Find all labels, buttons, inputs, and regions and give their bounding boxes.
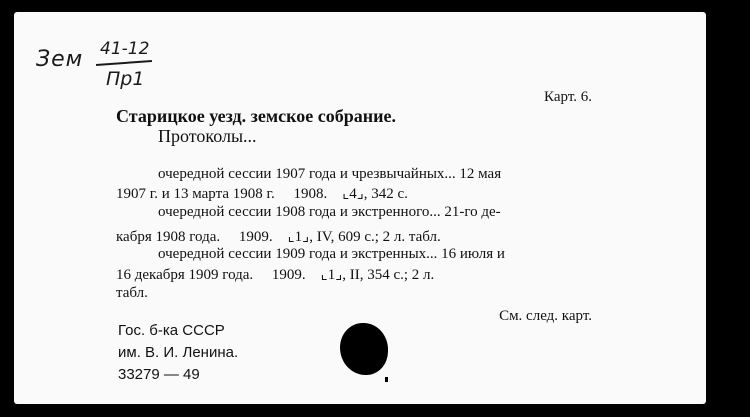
punch-hole — [340, 323, 388, 375]
body-line-6: 16 декабря 1909 года. 1909. ⌞1⌟, II, 354 с.; 2 л. — [116, 267, 435, 283]
see-next-card-note: См. след. карт. — [499, 308, 592, 324]
body-line-5: очередной сессии 1909 года и экстренных... 16 июля и — [158, 246, 505, 262]
library-line-2: им. В. И. Ленина. — [118, 344, 239, 361]
ink-dot — [385, 377, 388, 382]
body-line-3: очередной сессии 1908 года и экстренного... 21-го де- — [158, 204, 501, 220]
body-line-4: кабря 1908 года. 1909. ⌞1⌟, IV, 609 с.; 2 л. табл. — [116, 229, 441, 245]
library-line-3: 33279 — 49 — [118, 366, 200, 383]
body-line-7: табл. — [116, 285, 148, 301]
handwritten-fraction-line — [96, 60, 152, 66]
card-subheading: Протоколы... — [158, 126, 257, 146]
body-line-1: очередной сессии 1907 года и чрезвычайных... 12 мая — [158, 166, 502, 182]
handwritten-numerator: 41-12 — [100, 39, 150, 59]
card-heading: Старицкое уезд. земское собрание. — [116, 106, 396, 126]
handwritten-denominator: Пр1 — [106, 68, 145, 90]
handwritten-prefix: Зем — [36, 47, 84, 72]
card-number: Карт. 6. — [544, 89, 592, 105]
library-line-1: Гос. б-ка СССР — [118, 322, 225, 339]
body-line-2: 1907 г. и 13 марта 1908 г. 1908. ⌞4⌟, 342 с. — [116, 186, 408, 202]
